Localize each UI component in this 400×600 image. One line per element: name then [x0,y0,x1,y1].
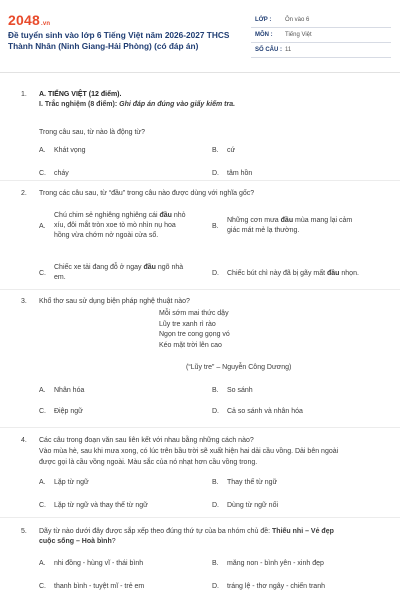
text-run: Chiếc xe tải đang đỗ ở ngay [54,264,144,271]
option-letter: D. [212,502,219,509]
option-letter: C. [39,170,46,177]
document-title: Đề tuyển sinh vào lớp 6 Tiếng Việt năm 2026-2027 THCS Thành Nhân (Ninh Giang-Hải Phòng) (có đáp án) [8,30,230,51]
meta-key: SỐ CÂU : [255,47,282,53]
option-text-line: xíu, đôi mắt tròn xoe tò mò nhìn nụ hoa [54,222,176,229]
option-text-line: giác mát mẻ lạ thường. [227,227,300,234]
logo-domain: .vn [40,21,51,27]
option-letter: D. [212,170,219,177]
option-text: Điệp ngữ [54,408,83,415]
part-label: I. Trắc nghiệm (8 điểm): [39,101,118,108]
option-text: măng non - bình yên - xinh đẹp [227,560,324,567]
question-separator [0,180,400,181]
question-separator [0,289,400,290]
option-text [54,211,214,221]
option-text [54,263,214,273]
meta-box [251,13,391,58]
option-letter: A. [39,560,46,567]
text-run: ? [111,538,116,545]
option-letter: A. [39,479,46,486]
meta-row-subject [251,28,391,43]
option-text: tráng lệ - thơ ngây - chiến tranh [227,583,325,590]
option-text: Thay thế từ ngữ [227,479,278,486]
option-text: Dùng từ ngữ nối [227,502,279,509]
option-letter: D. [212,583,219,590]
question-separator [0,427,400,428]
text-run: Chú chim sẻ nghiêng nghiêng cái [54,212,160,219]
option-text: cứ [227,147,236,154]
option-text: Lặp từ ngữ [54,479,89,486]
option-letter: D. [212,270,219,277]
option-letter: C. [39,408,46,415]
meta-value: Tiếng Việt [285,32,312,38]
option-text: tâm hồn [227,170,253,177]
text-run: Chiếc bút chì này đã bị gãy mất [227,270,327,277]
question-text: Khổ thơ sau sử dụng biện pháp nghệ thuật nào? [39,298,190,305]
text-run-bold: Thiếu nhi – Vẻ đẹp [272,528,334,535]
text-run: Dãy từ nào dưới đây được sắp xếp theo đúng thứ tự của ba nhóm chủ đề: [39,528,273,535]
option-letter: C. [39,502,46,509]
poem-line: Lũy tre xanh rì rào [159,320,216,328]
highlighted-word: đầu [280,217,294,224]
text-run: ngõ nhà [155,264,184,271]
text-run: nhỏ [171,212,186,219]
option-letter: B. [212,387,219,394]
meta-row-class [251,13,391,28]
passage-line: được gọi là cầu vồng ngoài. Màu sắc của nó nhạt hơn cầu vồng trong. [39,459,258,466]
meta-value: 11 [285,47,292,53]
option-text: So sánh [227,387,253,394]
meta-value: Ôn vào 6 [285,17,310,23]
poem-block [159,309,230,351]
option-text: Cả so sánh và nhân hóa [227,408,303,415]
text-run: nhọn. [339,270,359,277]
poem-source: (“Lũy tre” – Nguyễn Công Dương) [186,364,292,371]
question-text: Các câu trong đoạn văn sau liên kết với nhau bằng những cách nào? [39,437,254,444]
meta-key: LỚP : [255,17,272,23]
page-header [0,0,400,68]
logo-main: 2048 [8,12,40,28]
question-number: 5. [21,528,27,535]
option-letter: C. [39,583,46,590]
option-text [227,269,392,279]
option-letter: B. [212,223,219,230]
question-separator [0,517,400,518]
text-run: mùa mang lại cảm [293,217,353,224]
meta-key: MÔN : [255,32,273,38]
poem-line: Ngọn tre cong gọng vó [159,331,230,338]
option-text: Nhân hóa [54,387,85,394]
option-text [227,216,387,226]
text-run: Những cơn mưa [227,217,281,224]
option-text: thanh bình - tuyệt mĩ - trẻ em [54,583,145,590]
highlighted-word: đầu [327,270,340,277]
site-logo[interactable] [8,12,50,28]
passage-line: Vào mùa hè, sau khi mưa xong, có lúc trên bầu trời sẽ xuất hiện hai dải cầu vồng. Dải bên ngoài [39,448,339,455]
question-text: Trong các câu sau, từ “đầu” trong câu nào được dùng với nghĩa gốc? [39,190,255,197]
part-instruction: Ghi đáp án đúng vào giấy kiểm tra. [119,101,236,108]
question-number: 3. [21,298,27,305]
header-divider [0,72,400,73]
highlighted-word: đầu [143,264,156,271]
poem-line: Mỗi sớm mai thức dậy [159,310,229,317]
option-text: Khát vọng [54,147,86,154]
question-number: 2. [21,190,27,197]
poem-line: Kéo mặt trời lên cao [159,341,222,349]
highlighted-word: đầu [159,212,172,219]
question-number: 1. [21,91,27,98]
question-text: Trong câu sau, từ nào là động từ? [39,129,146,136]
question-number: 4. [21,437,27,444]
option-letter: A. [39,387,46,394]
option-text: Lặp từ ngữ và thay thế từ ngữ [54,502,148,509]
option-text-line: hồng vừa chớm nở ngoài cửa sổ. [54,232,159,239]
option-letter: B. [212,147,219,154]
option-letter: B. [212,560,219,567]
option-letter: A. [39,223,46,230]
question-text [39,527,384,547]
meta-row-count [251,43,391,58]
option-letter: A. [39,147,46,154]
section-heading: A. TIẾNG VIỆT (12 điểm). [39,91,122,98]
option-text: cháy [54,170,69,177]
option-letter: D. [212,408,219,415]
part-heading [39,100,379,110]
text-run-bold: cuộc sống – Hoà bình [39,538,112,545]
option-text-line: em. [54,274,66,281]
option-letter: B. [212,479,219,486]
option-letter: C. [39,270,46,277]
option-text: nhi đồng - hùng vĩ - thái bình [54,560,144,567]
